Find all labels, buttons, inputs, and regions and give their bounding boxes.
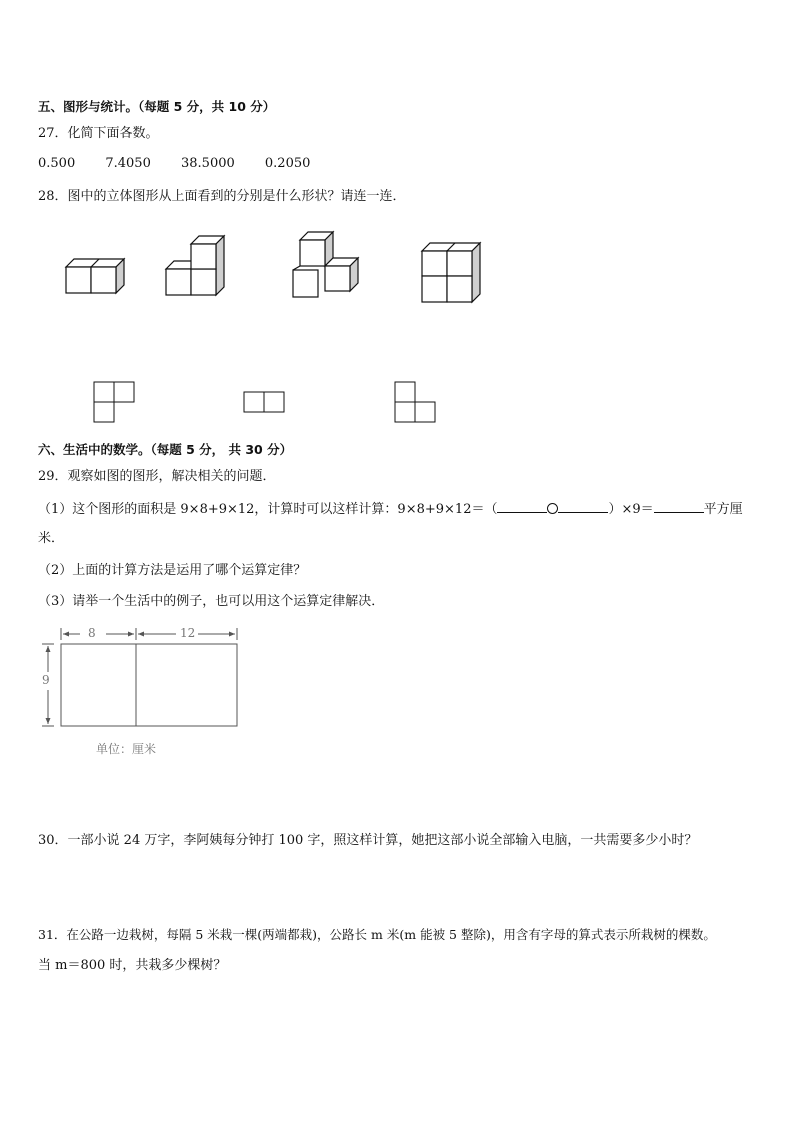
top-view-1 [94,382,134,422]
question-27-text: 27．化简下面各数。 [38,126,159,141]
height-label: 9 [42,673,50,687]
section-five-heading: 五、图形与统计。（每题 5 分，共 10 分） [38,99,276,114]
rectangle-figure [36,622,246,732]
question-29-text: 29．观察如图的图形，解决相关的问题． [38,469,276,484]
part1-text-c: 平方厘 [703,502,743,517]
number-item: 7.4050 [105,156,151,171]
part1-text-a: （1）这个图形的面积是 9×8+9×12，计算时可以这样计算：9×8+9×12＝（ [38,502,498,517]
question-29-part3: （3）请举一个生活中的例子，也可以用这个运算定律解决． [38,594,385,609]
width-left-label: 8 [88,626,96,640]
solid-figure-1 [66,259,124,293]
operator-circle[interactable] [547,503,558,514]
question-27-numbers [38,156,336,172]
solid-figure-2 [166,236,224,295]
section-six-heading: 六、生活中的数学。（每题 5 分， 共 30 分） [38,442,293,457]
question-28-text: 28．图中的立体图形从上面看到的分别是什么形状？请连一连． [38,189,406,204]
rectangle-outline [61,644,237,726]
number-item: 0.500 [38,156,76,171]
unit-label: 单位：厘米 [96,742,157,756]
solid-figure-3 [293,232,358,297]
answer-blank[interactable] [558,500,608,513]
question-29-part2: （2）上面的计算方法是运用了哪个运算定律？ [38,563,307,578]
top-view-2 [244,392,284,412]
question-31-line-2: 当 m＝800 时，共栽多少棵树？ [38,958,227,973]
number-item: 38.5000 [181,156,235,171]
answer-blank[interactable] [497,500,547,513]
number-item: 0.2050 [264,156,311,171]
top-view-3 [395,382,435,422]
solid-figures [0,225,520,315]
question-29-part1 [38,500,743,518]
question-30-text: 30．一部小说 24 万字，李阿姨每分钟打 100 字，照这样计算，她把这部小说全部输入电脑，一共需要多少小时？ [38,833,698,848]
question-29-part1-continued: 米． [38,531,65,546]
part1-text-b: ）×9＝ [608,502,654,517]
answer-blank[interactable] [654,500,704,513]
width-right-label: 12 [180,626,196,640]
question-31-line-1: 31．在公路一边栽树，每隔 5 米栽一棵(两端都栽)，公路长 m 米(m 能被 5 整除)，用含有字母的算式表示所栽树的棵数。 [38,927,716,942]
solid-figure-4 [422,243,480,302]
top-view-shapes [0,375,460,427]
